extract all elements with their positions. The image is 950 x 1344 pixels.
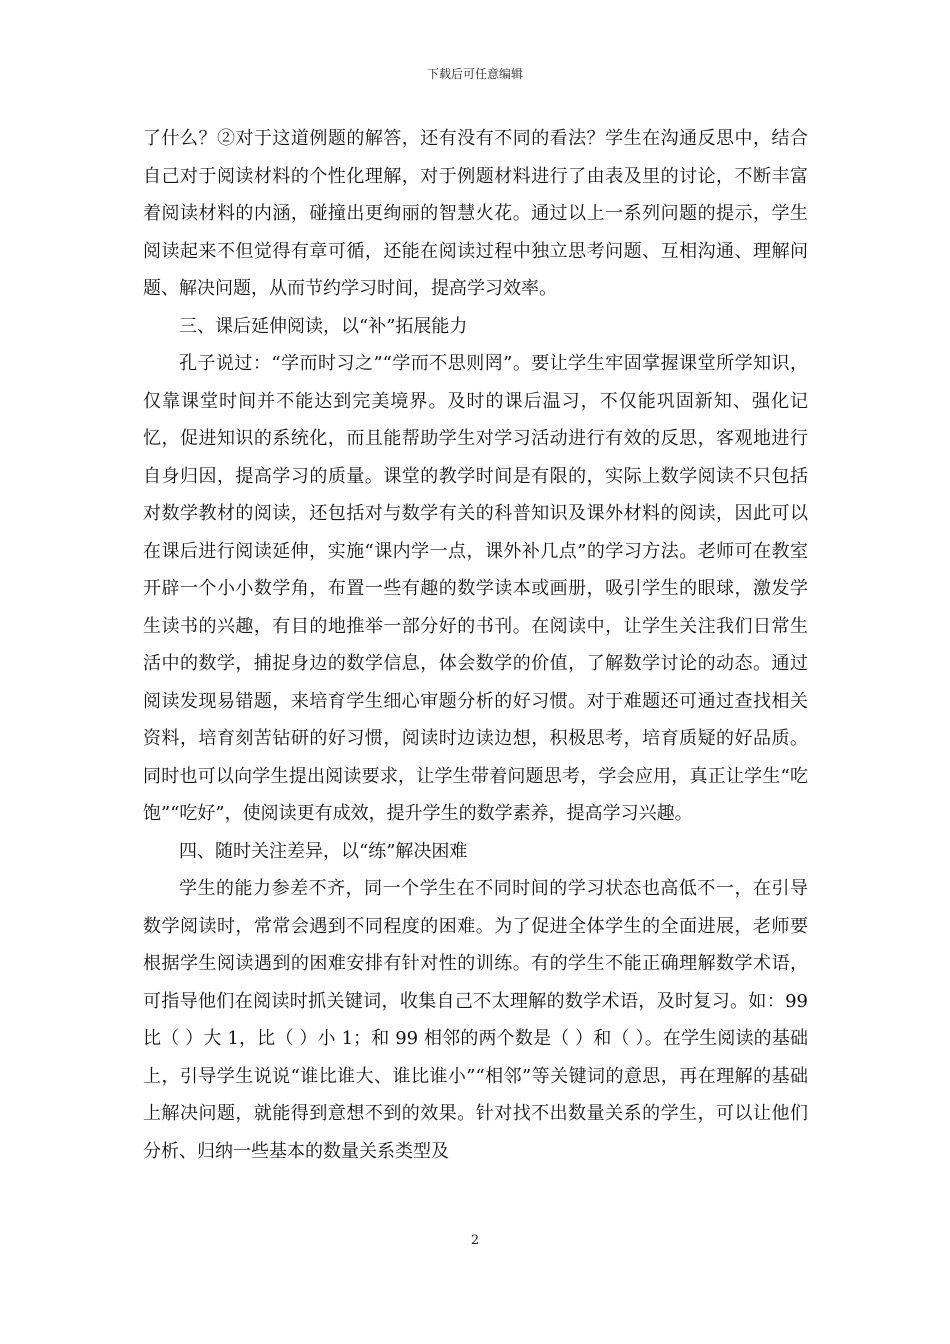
paragraph-section-4: 学生的能力参差不齐，同一个学生在不同时间的学习状态也高低不一，在引导数学阅读时，常常会遇到不同程度的困难。为了促进全体学生的全面进展，老师要根据学生阅读遇到的困难安排有针对性的训练。有的学生不能正确理解数学术语，可指导他们在阅读时抓关键词，收集自己不太理解的数学术语，及时复习。如：99 比（ ）大 1，比（ ）小 1；和 99 相邻的两个数是（ ）和（ ）。在学生阅读的基础上，引导学生说说“谁比谁大、谁比谁小”“相邻”等关键词的意思，再在理解的基础上解决问题，就能得到意想不到的效果。针对找不出数量关系的学生，可以让他们分析、归纳一些基本的数量关系类型及	[143, 878, 808, 1162]
page-header: 下载后可任意编辑	[426, 67, 523, 81]
paragraph-continuation: 了什么？②对于这道例题的解答，还有没有不同的看法？学生在沟通反思中，结合自己对于阅读材料的个性化理解，对于例题材料进行了由表及里的讨论，不断丰富着阅读材料的内涵，碰撞出更绚丽的智慧火花。通过以上一系列问题的提示，学生阅读起来不但觉得有章可循，还能在阅读过程中独立思考问题、互相沟通、理解问题、解决问题，从而节约学习时间，提高学习效率。	[143, 128, 808, 299]
paragraph-section-3: 孔子说过：“学而时习之”“学而不思则罔”。要让学生牢固掌握课堂所学知识，仅靠课堂时间并不能达到完美境界。及时的课后温习，不仅能巩固新知、强化记忆，促进知识的系统化，而且能帮助学生对学习活动进行有效的反思，客观地进行自身归因，提高学习的质量。课堂的教学时间是有限的，实际上数学阅读不只包括对数学教材的阅读，还包括对与数学有关的科普知识及课外材料的阅读，因此可以在课后进行阅读延伸，实施“课内学一点，课外补几点”的学习方法。老师可在教室开辟一个小小数学角，布置一些有趣的数学读本或画册，吸引学生的眼球，激发学生读书的兴趣，有目的地推举一部分好的书刊。在阅读中，让学生关注我们日常生活中的数学，捕捉身边的数学信息，体会数学的价值，了解数学讨论的动态。通过阅读发现易错题，来培育学生细心审题分析的好习惯。对于难题还可通过查找相关资料，培育刻苦钻研的好习惯，阅读时边读边想，积极思考，培育质疑的好品质。同时也可以向学生提出阅读要求，让学生带着问题思考，学会应用，真正让学生“吃饱”“吃好”，使阅读更有成效，提升学生的数学素养，提高学习兴趣。	[143, 353, 808, 824]
page-number: 2	[470, 1233, 480, 1248]
section-heading-3: 三、课后延伸阅读，以“补”拓展能力	[179, 315, 468, 337]
section-heading-4: 四、随时关注差异，以“练”解决困难	[179, 840, 468, 862]
document-body	[143, 120, 808, 1170]
